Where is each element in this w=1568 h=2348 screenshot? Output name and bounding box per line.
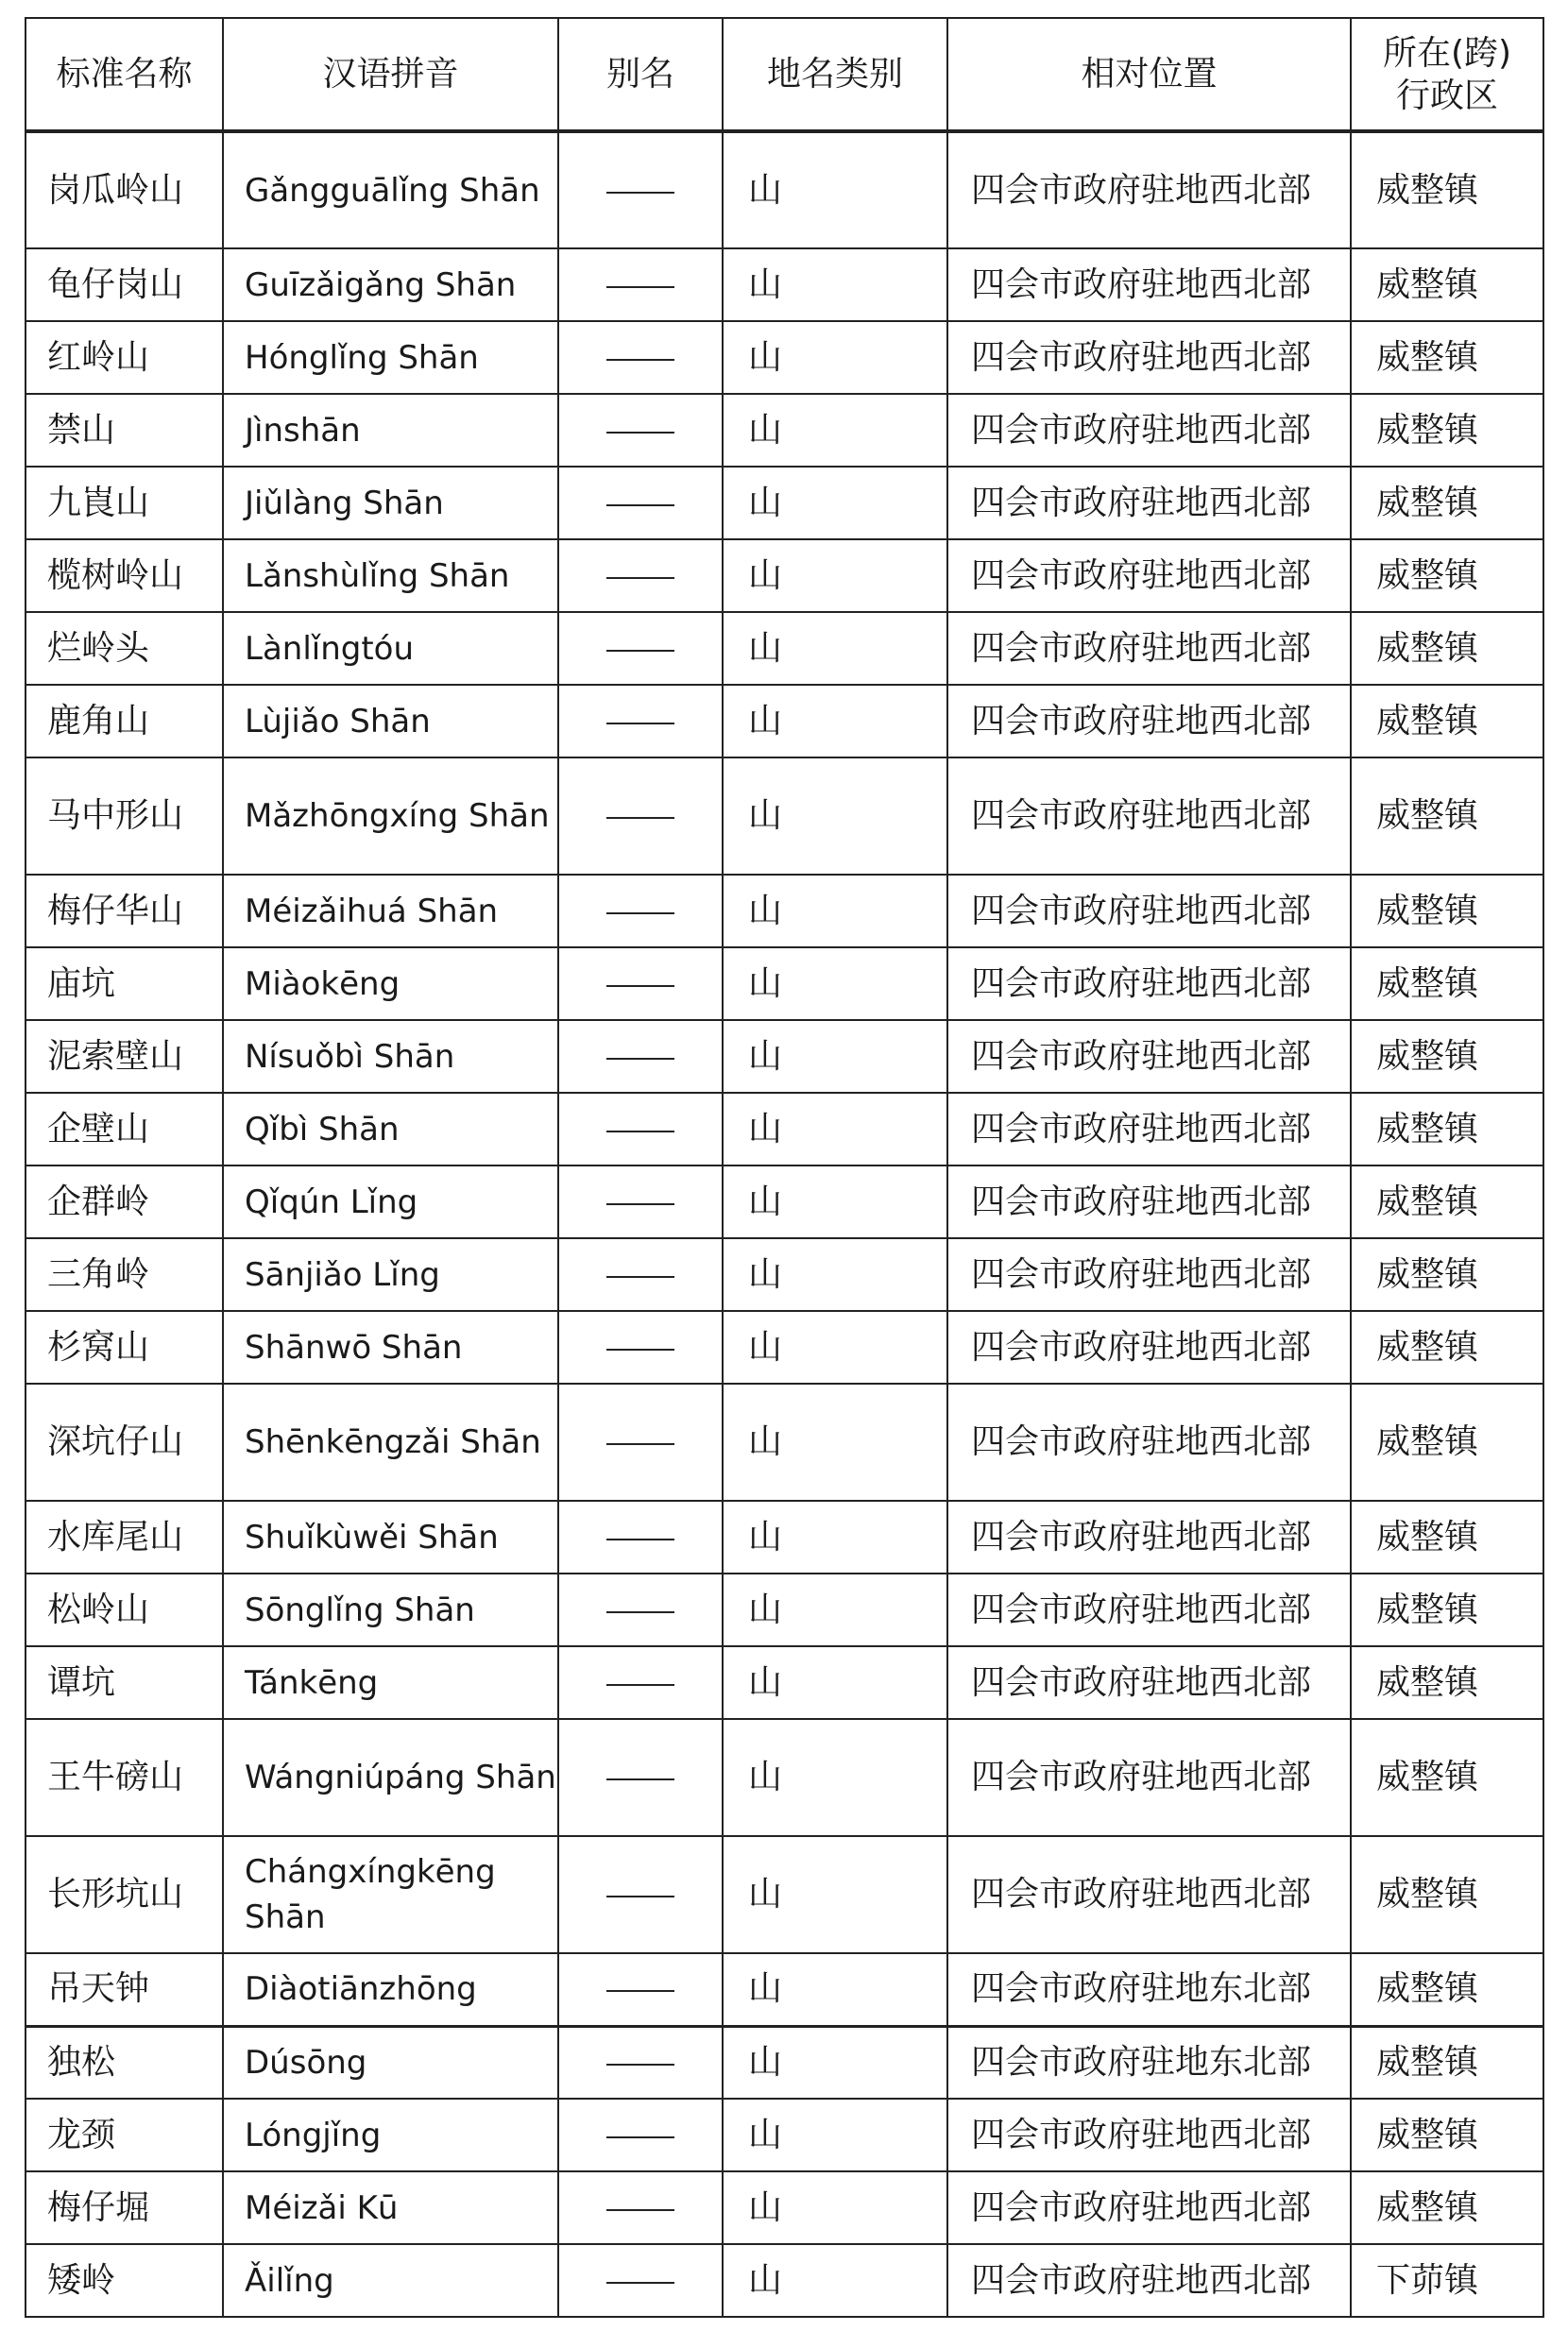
table-row	[26, 321, 1543, 394]
alias-dash	[606, 2282, 674, 2284]
cell-admin: 威整镇	[1351, 1719, 1543, 1836]
table-row	[26, 131, 1543, 248]
table-row	[26, 1093, 1543, 1165]
cell-location: 四会市政府驻地西北部	[947, 467, 1351, 539]
cell-location: 四会市政府驻地西北部	[947, 1646, 1351, 1719]
cell-pinyin: Lǎnshùlǐng Shān	[223, 539, 558, 612]
cell-category: 山	[723, 2171, 947, 2244]
cell-category: 山	[723, 321, 947, 394]
table-row	[26, 1311, 1543, 1384]
cell-admin: 威整镇	[1351, 1238, 1543, 1311]
cell-pinyin: Miàokēng	[223, 947, 558, 1020]
cell-location: 四会市政府驻地东北部	[947, 1953, 1351, 2026]
cell-alias	[558, 1238, 723, 1311]
table-row	[26, 1020, 1543, 1093]
table-body	[26, 131, 1543, 2317]
cell-location: 四会市政府驻地西北部	[947, 248, 1351, 321]
cell-pinyin: Shānwō Shān	[223, 1311, 558, 1384]
cell-admin: 威整镇	[1351, 539, 1543, 612]
table-row	[26, 1165, 1543, 1238]
header-admin-line1: 所在(跨)	[1382, 33, 1512, 73]
cell-pinyin: Jiǔlàng Shān	[223, 467, 558, 539]
table-row	[26, 1836, 1543, 1953]
table-row	[26, 248, 1543, 321]
cell-location: 四会市政府驻地西北部	[947, 1836, 1351, 1953]
cell-category: 山	[723, 1093, 947, 1165]
cell-pinyin: Shēnkēngzǎi Shān	[223, 1384, 558, 1501]
cell-pinyin: Sānjiǎo Lǐng	[223, 1238, 558, 1311]
table-row	[26, 947, 1543, 1020]
cell-pinyin: Lànlǐngtóu	[223, 612, 558, 685]
alias-dash	[606, 2209, 674, 2211]
cell-admin: 威整镇	[1351, 1311, 1543, 1384]
cell-name: 三角岭	[26, 1238, 223, 1311]
alias-dash	[606, 192, 674, 194]
cell-location: 四会市政府驻地西北部	[947, 1020, 1351, 1093]
cell-admin: 下茆镇	[1351, 2244, 1543, 2317]
cell-alias	[558, 1311, 723, 1384]
cell-pinyin: Qǐbì Shān	[223, 1093, 558, 1165]
cell-alias	[558, 2099, 723, 2171]
table-row	[26, 1953, 1543, 2026]
cell-pinyin: Ǎilǐng	[223, 2244, 558, 2317]
cell-name: 松岭山	[26, 1574, 223, 1646]
cell-name: 龟仔岗山	[26, 248, 223, 321]
cell-alias	[558, 1836, 723, 1953]
cell-name: 泥索壁山	[26, 1020, 223, 1093]
cell-alias	[558, 1020, 723, 1093]
cell-alias	[558, 1501, 723, 1574]
cell-alias	[558, 2171, 723, 2244]
cell-name: 烂岭头	[26, 612, 223, 685]
table-row	[26, 612, 1543, 685]
cell-category: 山	[723, 248, 947, 321]
cell-alias	[558, 394, 723, 467]
cell-name: 庙坑	[26, 947, 223, 1020]
alias-dash	[606, 1684, 674, 1686]
cell-name: 谭坑	[26, 1646, 223, 1719]
cell-admin: 威整镇	[1351, 2026, 1543, 2099]
cell-location: 四会市政府驻地西北部	[947, 2099, 1351, 2171]
table-row	[26, 1719, 1543, 1836]
cell-location: 四会市政府驻地西北部	[947, 1238, 1351, 1311]
alias-dash	[606, 817, 674, 819]
alias-dash	[606, 1443, 674, 1445]
header-location: 相对位置	[947, 18, 1351, 131]
cell-pinyin: Qǐqún Lǐng	[223, 1165, 558, 1238]
cell-admin: 威整镇	[1351, 1501, 1543, 1574]
cell-location: 四会市政府驻地西北部	[947, 757, 1351, 875]
table-row	[26, 2026, 1543, 2099]
cell-admin: 威整镇	[1351, 875, 1543, 947]
cell-pinyin: Guīzǎigǎng Shān	[223, 248, 558, 321]
cell-name: 吊天钟	[26, 1953, 223, 2026]
table-row	[26, 1501, 1543, 1574]
cell-pinyin: Lóngjǐng	[223, 2099, 558, 2171]
header-alias: 别名	[558, 18, 723, 131]
cell-name: 企壁山	[26, 1093, 223, 1165]
cell-location: 四会市政府驻地西北部	[947, 1093, 1351, 1165]
cell-category: 山	[723, 394, 947, 467]
cell-name: 长形坑山	[26, 1836, 223, 1953]
place-name-table	[25, 17, 1544, 2318]
cell-location: 四会市政府驻地西北部	[947, 2244, 1351, 2317]
table-row	[26, 2244, 1543, 2317]
cell-location: 四会市政府驻地西北部	[947, 2171, 1351, 2244]
table-row	[26, 2171, 1543, 2244]
table-row	[26, 875, 1543, 947]
cell-location: 四会市政府驻地西北部	[947, 321, 1351, 394]
cell-name: 杉窝山	[26, 1311, 223, 1384]
cell-name: 岗瓜岭山	[26, 131, 223, 248]
table-row	[26, 1384, 1543, 1501]
cell-admin: 威整镇	[1351, 248, 1543, 321]
cell-location: 四会市政府驻地西北部	[947, 1574, 1351, 1646]
cell-alias	[558, 947, 723, 1020]
cell-category: 山	[723, 2026, 947, 2099]
cell-name: 独松	[26, 2026, 223, 2099]
table-row	[26, 1646, 1543, 1719]
cell-location: 四会市政府驻地西北部	[947, 539, 1351, 612]
cell-admin: 威整镇	[1351, 131, 1543, 248]
cell-alias	[558, 1384, 723, 1501]
cell-pinyin: Lùjiǎo Shān	[223, 685, 558, 757]
alias-dash	[606, 650, 674, 652]
cell-location: 四会市政府驻地西北部	[947, 394, 1351, 467]
cell-category: 山	[723, 1165, 947, 1238]
cell-pinyin: Jìnshān	[223, 394, 558, 467]
cell-category: 山	[723, 757, 947, 875]
cell-pinyin: Chángxíngkēng Shān	[223, 1836, 558, 1953]
cell-pinyin: Shuǐkùwěi Shān	[223, 1501, 558, 1574]
cell-name: 红岭山	[26, 321, 223, 394]
alias-dash	[606, 1276, 674, 1278]
cell-admin: 威整镇	[1351, 1646, 1543, 1719]
cell-pinyin: Dúsōng	[223, 2026, 558, 2099]
cell-alias	[558, 467, 723, 539]
cell-category: 山	[723, 1646, 947, 1719]
cell-category: 山	[723, 1574, 947, 1646]
cell-category: 山	[723, 1953, 947, 2026]
cell-alias	[558, 757, 723, 875]
cell-name: 矮岭	[26, 2244, 223, 2317]
cell-category: 山	[723, 131, 947, 248]
cell-pinyin: Méizǎi Kū	[223, 2171, 558, 2244]
cell-admin: 威整镇	[1351, 1836, 1543, 1953]
cell-location: 四会市政府驻地西北部	[947, 612, 1351, 685]
cell-admin: 威整镇	[1351, 2171, 1543, 2244]
cell-admin: 威整镇	[1351, 1093, 1543, 1165]
cell-category: 山	[723, 467, 947, 539]
alias-dash	[606, 577, 674, 579]
cell-name: 九崀山	[26, 467, 223, 539]
cell-name: 水库尾山	[26, 1501, 223, 1574]
cell-location: 四会市政府驻地西北部	[947, 1501, 1351, 1574]
alias-dash	[606, 359, 674, 361]
cell-alias	[558, 1093, 723, 1165]
cell-category: 山	[723, 685, 947, 757]
alias-dash	[606, 1896, 674, 1897]
cell-category: 山	[723, 612, 947, 685]
alias-dash	[606, 432, 674, 434]
cell-category: 山	[723, 1719, 947, 1836]
cell-name: 马中形山	[26, 757, 223, 875]
cell-location: 四会市政府驻地西北部	[947, 131, 1351, 248]
header-category: 地名类别	[723, 18, 947, 131]
cell-name: 禁山	[26, 394, 223, 467]
cell-pinyin: Mǎzhōngxíng Shān	[223, 757, 558, 875]
alias-dash	[606, 985, 674, 987]
table-row	[26, 539, 1543, 612]
cell-name: 梅仔堀	[26, 2171, 223, 2244]
cell-pinyin: Diàotiānzhōng	[223, 1953, 558, 2026]
cell-alias	[558, 1574, 723, 1646]
cell-name: 企群岭	[26, 1165, 223, 1238]
table-row	[26, 467, 1543, 539]
cell-category: 山	[723, 539, 947, 612]
cell-alias	[558, 875, 723, 947]
cell-pinyin: Tánkēng	[223, 1646, 558, 1719]
cell-alias	[558, 685, 723, 757]
cell-location: 四会市政府驻地西北部	[947, 1384, 1351, 1501]
cell-alias	[558, 248, 723, 321]
alias-dash	[606, 286, 674, 288]
alias-dash	[606, 723, 674, 724]
cell-alias	[558, 2244, 723, 2317]
cell-alias	[558, 321, 723, 394]
cell-category: 山	[723, 1836, 947, 1953]
header-pinyin: 汉语拼音	[223, 18, 558, 131]
cell-admin: 威整镇	[1351, 321, 1543, 394]
cell-location: 四会市政府驻地西北部	[947, 1719, 1351, 1836]
cell-name: 榄树岭山	[26, 539, 223, 612]
cell-location: 四会市政府驻地西北部	[947, 1165, 1351, 1238]
cell-alias	[558, 1646, 723, 1719]
header-admin-line2: 行政区	[1395, 76, 1498, 115]
cell-location: 四会市政府驻地西北部	[947, 1311, 1351, 1384]
cell-admin: 威整镇	[1351, 757, 1543, 875]
alias-dash	[606, 1058, 674, 1060]
header-row	[26, 18, 1543, 131]
alias-dash	[606, 912, 674, 914]
header-name: 标准名称	[26, 18, 223, 131]
cell-category: 山	[723, 1384, 947, 1501]
alias-dash	[606, 1990, 674, 1992]
alias-dash	[606, 1611, 674, 1613]
cell-admin: 威整镇	[1351, 1574, 1543, 1646]
alias-dash	[606, 1349, 674, 1351]
cell-category: 山	[723, 1501, 947, 1574]
cell-location: 四会市政府驻地西北部	[947, 875, 1351, 947]
cell-admin: 威整镇	[1351, 1384, 1543, 1501]
cell-name: 鹿角山	[26, 685, 223, 757]
cell-pinyin: Sōnglǐng Shān	[223, 1574, 558, 1646]
cell-alias	[558, 539, 723, 612]
cell-category: 山	[723, 2099, 947, 2171]
cell-pinyin: Wángniúpáng Shān	[223, 1719, 558, 1836]
cell-pinyin: Gǎngguālǐng Shān	[223, 131, 558, 248]
cell-admin: 威整镇	[1351, 1020, 1543, 1093]
alias-dash	[606, 504, 674, 506]
header-admin	[1351, 18, 1543, 131]
cell-name: 梅仔华山	[26, 875, 223, 947]
place-name-table-container	[25, 17, 1542, 2318]
table-row	[26, 757, 1543, 875]
table-row	[26, 1574, 1543, 1646]
cell-category: 山	[723, 2244, 947, 2317]
table-row	[26, 685, 1543, 757]
cell-alias	[558, 131, 723, 248]
table-row	[26, 1238, 1543, 1311]
cell-alias	[558, 2026, 723, 2099]
cell-pinyin: Nísuǒbì Shān	[223, 1020, 558, 1093]
alias-dash	[606, 2064, 674, 2066]
cell-location: 四会市政府驻地东北部	[947, 2026, 1351, 2099]
table-row	[26, 2099, 1543, 2171]
cell-category: 山	[723, 1311, 947, 1384]
cell-alias	[558, 1719, 723, 1836]
cell-category: 山	[723, 875, 947, 947]
cell-alias	[558, 612, 723, 685]
alias-dash	[606, 1203, 674, 1205]
alias-dash	[606, 1539, 674, 1540]
cell-admin: 威整镇	[1351, 1165, 1543, 1238]
cell-pinyin: Méizǎihuá Shān	[223, 875, 558, 947]
cell-category: 山	[723, 1020, 947, 1093]
cell-admin: 威整镇	[1351, 685, 1543, 757]
cell-admin: 威整镇	[1351, 394, 1543, 467]
cell-admin: 威整镇	[1351, 467, 1543, 539]
cell-name: 深坑仔山	[26, 1384, 223, 1501]
table-row	[26, 394, 1543, 467]
cell-admin: 威整镇	[1351, 612, 1543, 685]
cell-location: 四会市政府驻地西北部	[947, 685, 1351, 757]
cell-location: 四会市政府驻地西北部	[947, 947, 1351, 1020]
alias-dash	[606, 2136, 674, 2138]
cell-name: 龙颈	[26, 2099, 223, 2171]
cell-category: 山	[723, 947, 947, 1020]
cell-name: 王牛磅山	[26, 1719, 223, 1836]
cell-admin: 威整镇	[1351, 1953, 1543, 2026]
cell-alias	[558, 1953, 723, 2026]
alias-dash	[606, 1131, 674, 1132]
cell-admin: 威整镇	[1351, 947, 1543, 1020]
cell-admin: 威整镇	[1351, 2099, 1543, 2171]
cell-alias	[558, 1165, 723, 1238]
cell-pinyin: Hónglǐng Shān	[223, 321, 558, 394]
cell-category: 山	[723, 1238, 947, 1311]
alias-dash	[606, 1778, 674, 1780]
